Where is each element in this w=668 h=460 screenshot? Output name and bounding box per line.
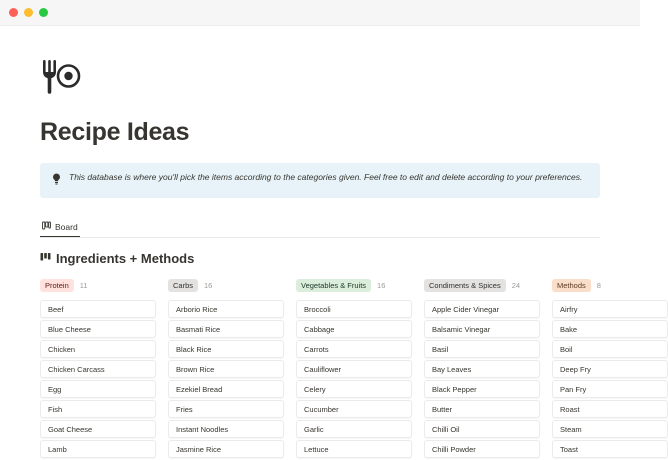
column-label-chip: Methods: [552, 279, 591, 292]
board-column-header[interactable]: [40, 277, 156, 293]
board-card[interactable]: Deep Fry: [552, 360, 668, 378]
page-logo: [40, 54, 600, 98]
board-card[interactable]: Basil: [424, 340, 540, 358]
window-minimize-button[interactable]: [24, 8, 33, 17]
board-card[interactable]: Carrots: [296, 340, 412, 358]
window-close-button[interactable]: [9, 8, 18, 17]
window-zoom-button[interactable]: [39, 8, 48, 17]
board-column-header[interactable]: [168, 277, 284, 293]
board-card[interactable]: Garlic: [296, 420, 412, 438]
board-card[interactable]: Celery: [296, 380, 412, 398]
board-card[interactable]: Apple Cider Vinegar: [424, 300, 540, 318]
board-column-header[interactable]: [296, 277, 412, 293]
board-column: [552, 277, 668, 460]
lightbulb-icon: [52, 173, 61, 189]
board-column: [168, 277, 284, 460]
board-card[interactable]: Fries: [168, 400, 284, 418]
board-card[interactable]: Instant Noodles: [168, 420, 284, 438]
tab-board[interactable]: [40, 221, 80, 237]
view-tab-bar: [40, 216, 600, 238]
board-card[interactable]: Chilli Oil: [424, 420, 540, 438]
column-label-chip: Condiments & Spices: [424, 279, 506, 292]
board-card[interactable]: Basmati Rice: [168, 320, 284, 338]
callout-text: This database is where you'll pick the items according to the categories given. Feel free to edit and delete according to your preferences.: [69, 172, 583, 182]
board-card[interactable]: Airfry: [552, 300, 668, 318]
column-label-chip: Vegetables & Fruits: [296, 279, 371, 292]
board-column: [40, 277, 156, 460]
board-card[interactable]: Roast: [552, 400, 668, 418]
board-card[interactable]: Black Rice: [168, 340, 284, 358]
board-card[interactable]: Lettuce: [296, 440, 412, 458]
board-card[interactable]: Chicken Carcass: [40, 360, 156, 378]
fork-and-plate-icon: [40, 58, 80, 94]
board-card[interactable]: Bake: [552, 320, 668, 338]
board-card[interactable]: Jasmine Rice: [168, 440, 284, 458]
board-card[interactable]: Butter: [424, 400, 540, 418]
board-card[interactable]: Fish: [40, 400, 156, 418]
column-count: 16: [377, 280, 386, 290]
page-title: Recipe Ideas: [40, 118, 190, 146]
board-card[interactable]: Black Pepper: [424, 380, 540, 398]
board-card[interactable]: Brown Rice: [168, 360, 284, 378]
board-card[interactable]: Cabbage: [296, 320, 412, 338]
board-column: [296, 277, 412, 460]
window-titlebar: [0, 0, 640, 26]
board-card[interactable]: Boil: [552, 340, 668, 358]
board-card[interactable]: Blue Cheese: [40, 320, 156, 338]
board-card[interactable]: Arborio Rice: [168, 300, 284, 318]
board-card[interactable]: Toast: [552, 440, 668, 458]
board-column-header[interactable]: [552, 277, 668, 293]
board-icon: [42, 221, 51, 232]
board-column: [424, 277, 540, 460]
callout-block: [40, 163, 600, 198]
board-card[interactable]: Goat Cheese: [40, 420, 156, 438]
board-view: [40, 277, 600, 460]
board-card[interactable]: Bay Leaves: [424, 360, 540, 378]
board-database-icon: [40, 249, 51, 267]
board-card[interactable]: Lamb: [40, 440, 156, 458]
board-card[interactable]: Pan Fry: [552, 380, 668, 398]
tab-board-label: Board: [55, 221, 78, 232]
board-card[interactable]: Steam: [552, 420, 668, 438]
column-count: 11: [79, 280, 88, 290]
board-card[interactable]: Chilli Powder: [424, 440, 540, 458]
board-card[interactable]: Broccoli: [296, 300, 412, 318]
column-count: 16: [204, 280, 213, 290]
page-content: [0, 54, 640, 460]
board-card[interactable]: Balsamic Vinegar: [424, 320, 540, 338]
board-column-header[interactable]: [424, 277, 540, 293]
database-title: Ingredients + Methods: [56, 250, 195, 266]
column-count: 24: [511, 280, 521, 290]
board-card[interactable]: Egg: [40, 380, 156, 398]
board-card[interactable]: Cucumber: [296, 400, 412, 418]
board-card[interactable]: Cauliflower: [296, 360, 412, 378]
column-count: 8: [596, 280, 601, 290]
column-label-chip: Carbs: [168, 279, 198, 292]
board-card[interactable]: Chicken: [40, 340, 156, 358]
board-card[interactable]: Beef: [40, 300, 156, 318]
board-card[interactable]: Ezekiel Bread: [168, 380, 284, 398]
database-title-row: [40, 249, 600, 267]
column-label-chip: Protein: [40, 279, 74, 292]
